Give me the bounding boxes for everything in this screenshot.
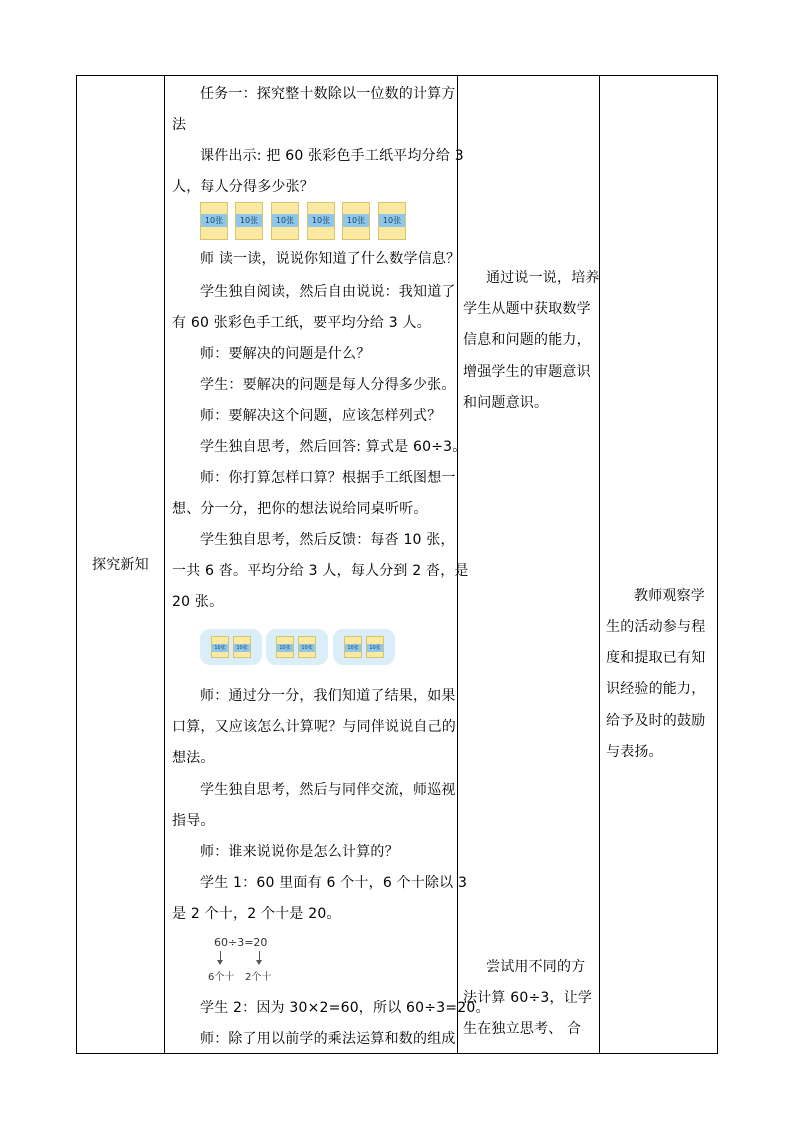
paper-stack xyxy=(307,202,335,240)
small-paper-stack xyxy=(211,636,229,658)
activity-line: 课件出示: 把 60 张彩色手工纸平均分给 3 xyxy=(200,148,464,164)
evaluation-line: 生的活动参与程 xyxy=(606,619,706,635)
intent-line: 通过说一说，培养 xyxy=(486,270,600,286)
paper-stack-label: 10张 xyxy=(308,214,334,227)
activity-line: 是 2 个十，2 个十是 20。 xyxy=(172,906,341,922)
small-paper-stack xyxy=(233,636,251,658)
activity-line: 口算，又应该怎么计算呢？与同伴说说自己的 xyxy=(172,719,456,735)
paper-stack xyxy=(378,202,406,240)
paper-stack-label: 10张 xyxy=(212,644,228,652)
stack-group xyxy=(200,629,262,665)
calc-right-note: 2个十 xyxy=(245,972,272,983)
activity-line: 师 读一读，说说你知道了什么数学信息？ xyxy=(200,251,461,267)
activity-line: 学生：要解决的问题是每人分得多少张。 xyxy=(200,377,456,393)
activity-line: 任务一：探究整十数除以一位数的计算方 xyxy=(200,86,456,102)
activity-line: 学生独自思考，然后与同伴交流，师巡视 xyxy=(200,782,456,798)
activity-line: 师：谁来说说你是怎么计算的？ xyxy=(200,844,399,860)
calc-left-note: 6个十 xyxy=(208,972,235,983)
activity-line: 师：通过分一分，我们知道了结果，如果 xyxy=(200,688,456,704)
paper-stack-label: 10张 xyxy=(277,644,293,652)
activity-line: 人，每人分得多少张？ xyxy=(172,179,314,195)
evaluation-line: 与表扬。 xyxy=(606,744,663,760)
small-paper-stack xyxy=(298,636,316,658)
stage-label: 探究新知 xyxy=(92,557,149,573)
paper-stack-label: 10张 xyxy=(234,644,250,652)
activity-line: 学生独自思考，然后反馈：每沓 10 张， xyxy=(200,532,455,548)
activity-line: 师：要解决的问题是什么？ xyxy=(200,346,371,362)
activity-line: 学生独自阅读，然后自由说说：我知道了 xyxy=(200,284,456,300)
intent-line: 信息和问题的能力， xyxy=(463,332,591,348)
arrow-right-head xyxy=(256,960,262,965)
stack-group xyxy=(333,629,395,665)
arrow-left-head xyxy=(217,960,223,965)
intent-line: 增强学生的审题意识 xyxy=(463,364,591,380)
table-bottom-border xyxy=(76,1053,718,1054)
paper-stack-label: 10张 xyxy=(343,214,369,227)
table-left-border xyxy=(76,75,77,1054)
table-top-border xyxy=(76,75,718,76)
activity-line: 想法。 xyxy=(172,750,215,766)
intent-line: 学生从题中获取数学 xyxy=(463,301,591,317)
activity-line: 学生独自思考，然后回答: 算式是 60÷3。 xyxy=(200,439,467,455)
activity-line: 有 60 张彩色手工纸，要平均分给 3 人。 xyxy=(172,315,431,331)
evaluation-line: 给予及时的鼓励 xyxy=(606,713,706,729)
activity-line: 指导。 xyxy=(172,813,215,829)
calc-equation: 60÷3=20 xyxy=(214,936,268,949)
activity-line: 一共 6 沓。平均分给 3 人，每人分到 2 沓，是 xyxy=(172,563,469,579)
activity-line: 20 张。 xyxy=(172,594,224,610)
paper-stack xyxy=(271,202,299,240)
paper-stack xyxy=(200,202,228,240)
activity-line: 师：除了用以前学的乘法运算和数的组成 xyxy=(200,1031,456,1047)
activity-line: 师：你打算怎样口算？根据手工纸图想一 xyxy=(200,470,456,486)
paper-stack xyxy=(342,202,370,240)
paper-stack-label: 10张 xyxy=(345,644,361,652)
intent-line: 法计算 60÷3，让学 xyxy=(463,990,593,1006)
intent-line: 和问题意识。 xyxy=(463,395,549,411)
evaluation-line: 度和提取已有知 xyxy=(606,650,706,666)
small-paper-stack xyxy=(276,636,294,658)
evaluation-line: 教师观察学 xyxy=(634,588,705,604)
activity-line: 想、分一分，把你的想法说给同桌听听。 xyxy=(172,501,428,517)
activity-line: 法 xyxy=(172,117,187,133)
small-paper-stack xyxy=(344,636,362,658)
column-divider-1 xyxy=(164,75,165,1054)
evaluation-line: 识经验的能力， xyxy=(606,681,706,697)
intent-line: 尝试用不同的方 xyxy=(486,959,586,975)
paper-stack-label: 10张 xyxy=(201,214,227,227)
column-divider-3 xyxy=(599,75,600,1054)
paper-stack-label: 10张 xyxy=(236,214,262,227)
intent-line: 生在独立思考、 合 xyxy=(463,1021,582,1037)
activity-line: 师：要解决这个问题，应该怎样列式？ xyxy=(200,408,442,424)
small-paper-stack xyxy=(366,636,384,658)
paper-stack-label: 10张 xyxy=(272,214,298,227)
activity-line: 学生 2：因为 30×2=60，所以 60÷3=20。 xyxy=(200,1000,490,1016)
paper-stack xyxy=(235,202,263,240)
paper-stack-label: 10张 xyxy=(379,214,405,227)
paper-stack-label: 10张 xyxy=(367,644,383,652)
paper-stack-label: 10张 xyxy=(299,644,315,652)
activity-line: 学生 1：60 里面有 6 个十，6 个十除以 3 xyxy=(200,875,468,891)
table-right-border xyxy=(717,75,718,1054)
